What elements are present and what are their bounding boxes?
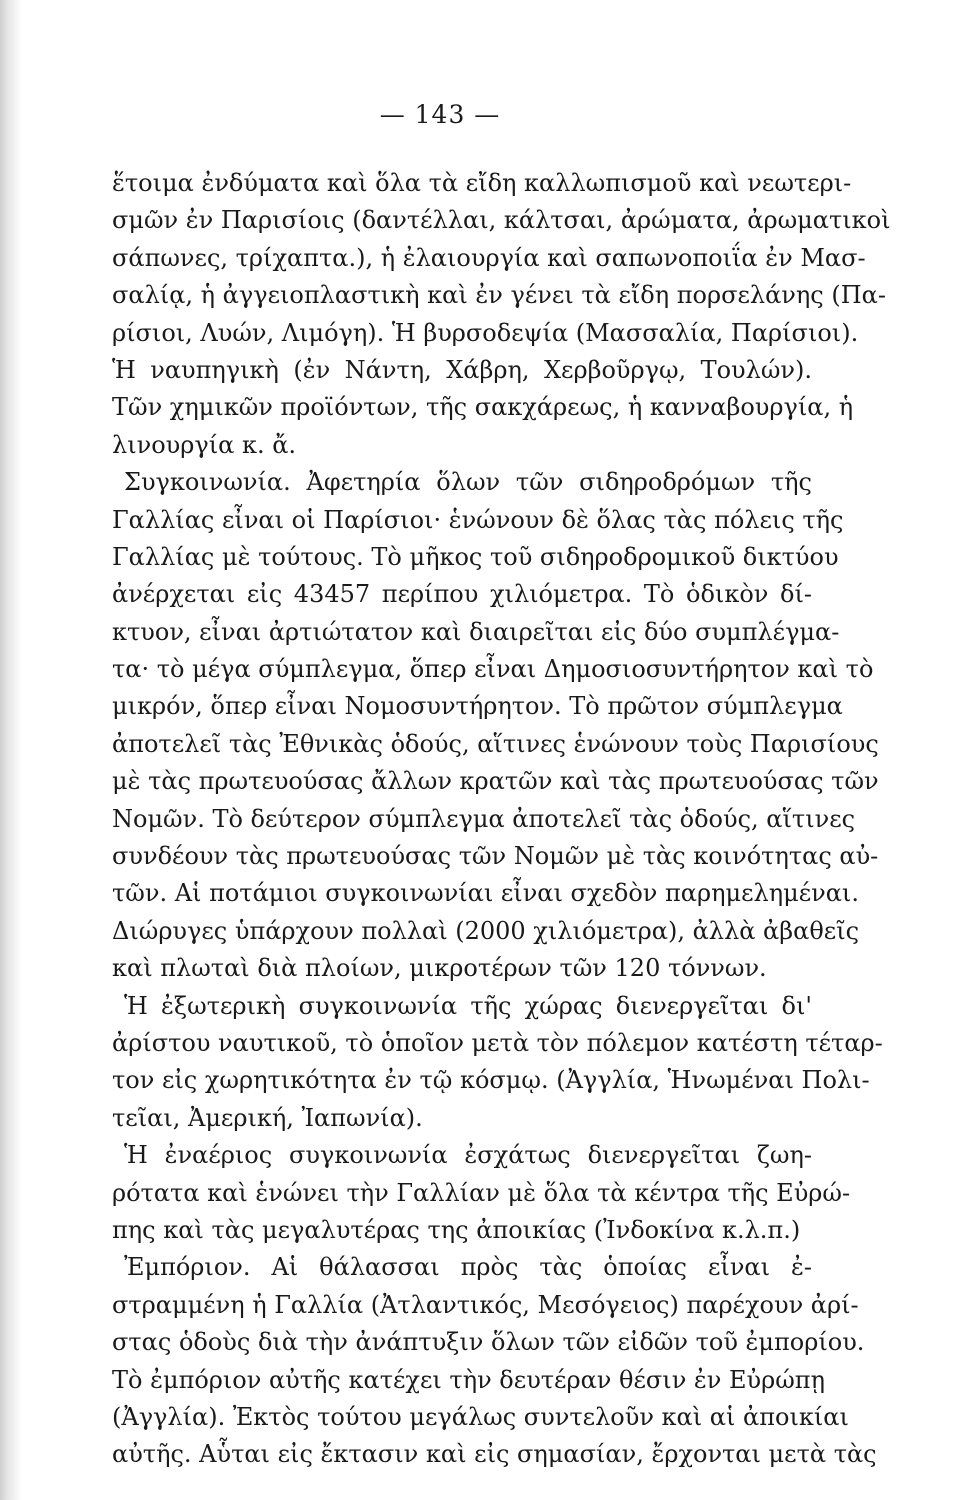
section-heading-line: Ἡ ἐναέριος συγκοινωνία ἐσχάτως διενεργεῖται ζωη-	[124, 1141, 812, 1170]
text-line: Διώρυγες ὑπάρχουν πολλαὶ (2000 χιλιόμετρα), ἀλλὰ ἀβαθεῖς	[112, 916, 860, 945]
page-fold-shadow	[0, 0, 22, 1500]
text-line: αὐτῆς. Αὗται εἰς ἔκτασιν καὶ εἰς σημασίαν, ἔρχονται μετὰ τὰς	[112, 1440, 877, 1469]
text-line: τεῖαι, Ἀμερική, Ἰαπωνία).	[112, 1103, 423, 1132]
page-number: — 143 —	[379, 100, 501, 129]
text-line: ἀρίστου ναυτικοῦ, τὸ ὁποῖον μετὰ τὸν πόλεμον κατέστη τέταρ-	[112, 1028, 883, 1057]
text-line: Τῶν χημικῶν προϊόντων, τῆς σακχάρεως, ἡ κανναβουργία, ἡ	[112, 393, 854, 422]
text-line: Γαλλίας μὲ τούτους. Τὸ μῆκος τοῦ σιδηροδρομικοῦ δικτύου	[112, 542, 839, 571]
text-line: τον εἰς χωρητικότητα ἐν τῷ κόσμῳ. (Ἀγγλία, Ἡνωμέναι Πολι-	[112, 1066, 870, 1095]
text-line: μικρόν, ὅπερ εἶναι Νομοσυντήρητον. Τὸ πρῶτον σύμπλεγμα	[112, 692, 843, 721]
text-line: Ἡ ναυπηγικὴ (ἐν Νάντη, Χάβρη, Χερβοῦργῳ, Τουλών).	[112, 355, 812, 384]
text-line: τα· τὸ μέγα σύμπλεγμα, ὅπερ εἶναι Δημοσιοσυντήρητον καὶ τὸ	[112, 655, 874, 684]
text-line: σαλίᾳ, ἡ ἀγγειοπλαστικὴ καὶ ἐν γένει τὰ εἴδη πορσελάνης (Πα-	[112, 281, 886, 310]
text-line: πης καὶ τὰς μεγαλυτέρας της ἀποικίας (Ἰνδοκίνα κ.λ.π.)	[112, 1215, 801, 1244]
text-line: (Ἀγγλία). Ἐκτὸς τούτου μεγάλως συντελοῦν καὶ αἱ ἀποικίαι	[112, 1402, 849, 1431]
text-line: συνδέουν τὰς πρωτευούσας τῶν Νομῶν μὲ τὰς κοινότητας αὐ-	[112, 842, 879, 871]
text-line: λινουργία κ. ἄ.	[112, 430, 297, 459]
text-line: σάπωνες, τρίχαπτα.), ἡ ἐλαιουργία καὶ σαπωνοποιΐα ἐν Μασ-	[112, 243, 866, 272]
section-heading-line: Ἡ ἐξωτερικὴ συγκοινωνία τῆς χώρας διενεργεῖται δι'	[124, 991, 812, 1020]
text-line: Νομῶν. Τὸ δεύτερον σύμπλεγμα ἀποτελεῖ τὰς ὁδούς, αἵτινες	[112, 804, 856, 833]
text-line: Τὸ ἐμπόριον αὐτῆς κατέχει τὴν δευτέραν θέσιν ἐν Εὐρώπῃ	[112, 1365, 825, 1394]
section-heading-line: Συγκοινωνία. Ἀφετηρία ὅλων τῶν σιδηροδρόμων τῆς	[124, 468, 812, 497]
text-line: σμῶν ἐν Παρισίοις (δαντέλλαι, κάλτσαι, ἀρώματα, ἀρωματικοὶ	[112, 206, 891, 235]
text-line: καὶ πλωταὶ διὰ πλοίων, μικροτέρων τῶν 120 τόννων.	[112, 954, 767, 983]
text-line: κτυον, εἶναι ἀρτιώτατον καὶ διαιρεῖται εἰς δύο συμπλέγμα-	[112, 617, 840, 646]
text-line: ρίσιοι, Λυών, Λιμόγη). Ἡ βυρσοδεψία (Μασσαλία, Παρίσιοι).	[112, 318, 859, 347]
text-line: ρότατα καὶ ἑνώνει τὴν Γαλλίαν μὲ ὅλα τὰ κέντρα τῆς Εὐρώ-	[112, 1178, 851, 1207]
text-line: στραμμένη ἡ Γαλλία (Ἀτλαντικός, Μεσόγειος) παρέχουν ἀρί-	[112, 1290, 859, 1319]
text-line: ἀποτελεῖ τὰς Ἐθνικὰς ὁδούς, αἵτινες ἑνώνουν τοὺς Παρισίους	[112, 729, 879, 758]
text-line: μὲ τὰς πρωτευούσας ἄλλων κρατῶν καὶ τὰς πρωτευούσας τῶν	[112, 767, 879, 796]
text-line: ἕτοιμα ἐνδύματα καὶ ὅλα τὰ εἴδη καλλωπισμοῦ καὶ νεωτερι-	[112, 169, 852, 197]
text-line: τῶν. Αἱ ποτάμιοι συγκοινωνίαι εἶναι σχεδὸν παρημελημέναι.	[112, 879, 859, 908]
section-heading-line: Ἐμπόριον. Αἱ θάλασσαι πρὸς τὰς ὁποίας εἶναι ἐ-	[124, 1253, 812, 1282]
text-body	[112, 165, 891, 1474]
text-line: Γαλλίας εἶναι οἱ Παρίσιοι· ἑνώνουν δὲ ὅλας τὰς πόλεις τῆς	[112, 505, 844, 534]
text-line: στας ὁδοὺς διὰ τὴν ἀνάπτυξιν ὅλων τῶν εἰδῶν τοῦ ἐμπορίου.	[112, 1328, 865, 1357]
text-line: ἀνέρχεται εἰς 43457 περίπου χιλιόμετρα. Τὸ ὁδικὸν δί-	[112, 580, 812, 609]
